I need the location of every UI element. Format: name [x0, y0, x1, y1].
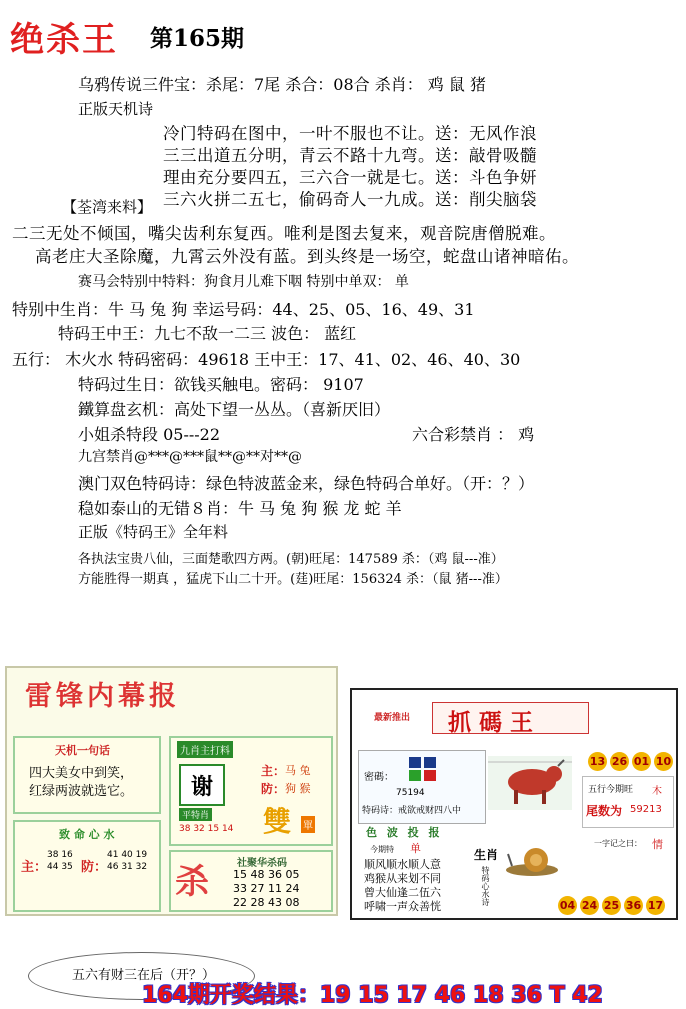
top-ball: 26 [610, 752, 629, 771]
info-line: 赛马会特别中特料：狗食月儿难下咽 特别中单双： 单 [78, 274, 409, 290]
society-nums: 22 28 43 08 [233, 896, 300, 909]
bottom-ball: 25 [602, 896, 621, 915]
poem-title: 正版天机诗 [78, 100, 154, 118]
result-line: 164期开奖结果：19 15 17 46 18 36 T 42 [142, 983, 603, 1008]
bubble-text: 五六有财三在后（开？） [72, 968, 216, 983]
color-row: 色 波 投 报 [366, 826, 443, 839]
top-ball: 13 [588, 752, 607, 771]
info-line: 六合彩禁肖 ： 鸡 [412, 425, 535, 444]
heart-box [13, 820, 161, 912]
info-line: 鐵算盘玄机：高处下望一丛丛。（喜新厌旧） [78, 400, 391, 419]
double-char: 雙 [263, 805, 292, 838]
heart-zhu-label: 主： [21, 860, 48, 875]
big-char: 谢 [179, 764, 225, 806]
info-line: 特码过生日：欲钱买触电。密码： 9107 [78, 375, 364, 394]
bottom-ball: 04 [558, 896, 577, 915]
tail-label: 尾数为 [586, 804, 623, 818]
issue-number: 第165期 [150, 25, 245, 52]
info-line: 方能胜得一期真 ，猛虎下山二十开。(莛)旺尾：156324 杀：（鼠 猪---准） [78, 572, 508, 587]
password-label: 密碼： [364, 772, 394, 783]
bottom-ball: 36 [624, 896, 643, 915]
pingtema-nums: 38 32 15 14 [179, 824, 234, 834]
tail-value: 59213 [630, 804, 662, 815]
poem-line: 三三出道五分明，青云不路十九弯。送：敲骨吸髓 [163, 146, 537, 165]
today-label: 今期特 [370, 845, 394, 854]
info-line: 正版《特码王》全年料 [78, 523, 229, 541]
tianji-line: 红绿两波就选它。 [29, 784, 134, 799]
wuxing-label: 五行今期旺 [588, 785, 634, 795]
bottom-ball: 24 [580, 896, 599, 915]
poem-line: 冷门特码在图中，一叶不服也不让。送：无风作浪 [163, 124, 537, 143]
pingtema-label: 平特肖 [179, 808, 212, 821]
sentence-label: 一字记之曰： [594, 839, 642, 848]
zodiac-title: 九肖主打料 [177, 741, 233, 758]
wuxing-value: 木 [652, 786, 662, 797]
heart-nums-b: 41 40 19 [107, 850, 148, 860]
tema-label: 特码诗： [362, 806, 399, 816]
shengxiao-label: 生肖 [474, 848, 499, 862]
right-panel-subtitle: 最新推出 [374, 713, 411, 723]
info-line: 九宫禁肖@***@***鼠**@**对**@ [78, 449, 302, 465]
zhu-label: 主： [261, 764, 286, 778]
heart-nums-a: 44 35 [47, 862, 73, 872]
tema-heart: 特码心水诗 [481, 866, 490, 906]
fang-label: 防： [261, 782, 286, 796]
heart-fang-label: 防： [81, 860, 108, 875]
poem-line: 曾大仙逢二伍六 [364, 886, 441, 899]
right-panel [350, 688, 678, 920]
tianji-line: 四大美女中到笑， [29, 766, 134, 781]
heart-nums-b: 46 31 32 [107, 862, 148, 872]
info-line: 特别中生肖：牛 马 兔 狗 幸运号码：44、25、05、16、49、31 [12, 300, 475, 319]
crow-line: 乌鸦传说三件宝：杀尾：7尾 杀合：08合 杀肖： 鸡 鼠 猪 [78, 75, 486, 94]
section-label: 【荃湾来料】 [62, 198, 153, 216]
info-line: 小姐杀特段 05---22 [78, 425, 221, 444]
info-line: 特码王中王：九七不敌一二三 波色： 蓝红 [58, 324, 357, 343]
top-ball: 01 [632, 752, 651, 771]
poem-line: 呼啸一声众善恍 [364, 900, 441, 913]
poem-line: 理由充分要四五，三六合一就是七。送：斗色争妍 [163, 168, 537, 187]
info-line: 五行： 木火水 特码密码：49618 王中王：17、41、02、46、40、30 [12, 350, 521, 369]
snail-picture [502, 840, 564, 880]
heart-title: 致 命 心 水 [59, 828, 115, 841]
verse-line: 高老庄大圣除魔，九霄云外没有蓝。到头终是一场空，蛇盘山诸神暗佑。 [35, 247, 579, 266]
today-value: 单 [410, 842, 421, 855]
society-box [169, 850, 333, 912]
zodiac-box [169, 736, 333, 846]
info-line: 各执法宝贵八仙，三面楚歌四方两。(朝)旺尾：147589 杀：（鸡 鼠---准） [78, 552, 504, 567]
verse-line: 二三无处不倾国，嘴尖齿利东复西。唯利是图去复来，观音院唐僧脱难。 [12, 224, 556, 243]
society-nums: 33 27 11 24 [233, 882, 300, 895]
tianji-box [13, 736, 161, 814]
right-panel-title: 抓 碼 王 [448, 709, 534, 736]
poem-line: 三六火拼二五七，偷码奇人一九成。送：削尖脑袋 [163, 190, 537, 209]
cow-picture [488, 756, 572, 810]
bottom-ball: 17 [646, 896, 665, 915]
poem-line: 顺风顺水顺人意 [364, 858, 441, 871]
logo-icon [408, 756, 438, 782]
info-line: 稳如泰山的无错８肖：牛 马 兔 狗 猴 龙 蛇 羊 [78, 499, 402, 518]
password-value: 75194 [396, 788, 425, 798]
brand-title: 绝杀王 [10, 20, 118, 60]
top-ball: 10 [654, 752, 673, 771]
heart-nums-a: 38 16 [47, 850, 73, 860]
info-line: 澳门双色特码诗：绿色特波蓝金来，绿色特码合单好。（开：？） [78, 474, 535, 493]
tianji-title: 天机一句话 [55, 744, 110, 757]
sentence-value: 情 [652, 838, 663, 851]
tema-value: 戒欲戒财四八中 [398, 806, 462, 816]
zhu-value: 马 兔 [285, 764, 311, 777]
fang-value: 狗 猴 [285, 782, 311, 795]
left-panel-title: 雷锋内幕报 [25, 681, 180, 712]
society-nums: 15 48 36 05 [233, 868, 300, 881]
poem-line: 鸡猴从来划不同 [364, 872, 441, 885]
left-panel [5, 666, 338, 916]
single-char: 單 [301, 816, 315, 833]
kill-char: 杀 [175, 862, 209, 902]
society-title: 社聚华杀码 [237, 858, 287, 869]
